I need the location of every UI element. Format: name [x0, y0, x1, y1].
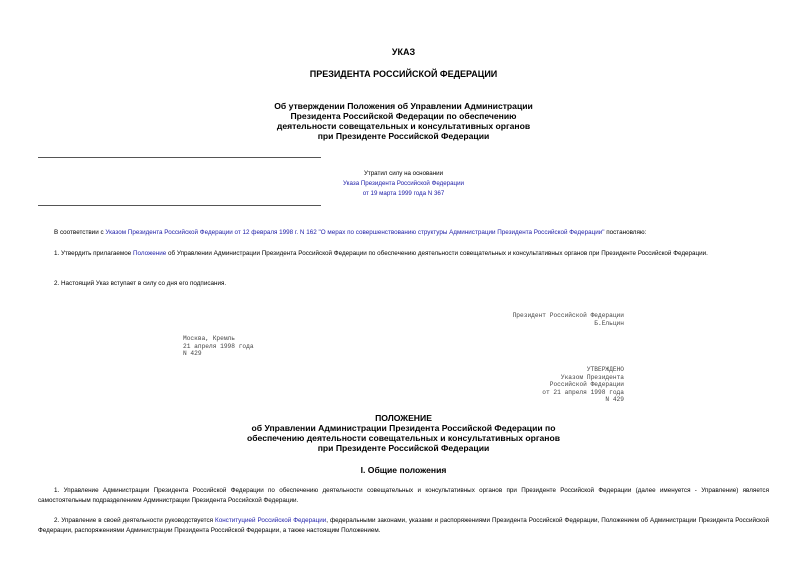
- item-1-prefix: 1. Утвердить прилагаемое: [54, 250, 133, 257]
- regulation-link[interactable]: Положение: [132, 250, 167, 257]
- regulation-subtitle-line: об Управлении Администрации Президента Российской Федерации по: [251, 423, 556, 433]
- item-1-suffix: об Управлении Администрации Президента Российской Федерации по обеспечению деятельности совещательных и консультативных органов при Президенте Российской Федерации.: [166, 250, 708, 257]
- document-title-line: при Президенте Российской Федерации: [317, 131, 490, 141]
- signature-name: Б.Ельцин: [594, 319, 624, 327]
- divider-bottom: [38, 205, 321, 206]
- signing-date: 21 апреля 1998 года: [183, 342, 254, 350]
- item-1-paragraph: [38, 249, 769, 259]
- approved-line: от 21 апреля 1998 года: [542, 388, 624, 396]
- preamble-prefix: В соответствии с: [54, 229, 106, 236]
- paragraph-2-suffix: , федеральными законами, указами и распоряжениями Президента Российской Федерации, Положением об Администрации Президента Российской Федерации, распоряжениями Администрации Президента Российской Федерации, а также настоящим Положением.: [38, 517, 769, 534]
- approved-block: [542, 366, 624, 404]
- approved-line: Российской Федерации: [549, 381, 624, 389]
- constitution-link[interactable]: Конституцией Российской Федерации: [215, 517, 327, 524]
- signature-position: Президент Российской Федерации: [512, 312, 624, 319]
- regulation-title: ПОЛОЖЕНИЕ: [375, 413, 432, 423]
- document-title-line: Президента Российской Федерации по обеспечению: [290, 111, 517, 121]
- decree-number: N 429: [183, 350, 202, 358]
- item-2-paragraph: 2. Настоящий Указ вступает в силу со дня его подписания.: [54, 280, 227, 287]
- preamble-suffix: постановляю:: [604, 229, 647, 236]
- signature-block: [513, 312, 624, 327]
- repeal-decree-date-link[interactable]: от 19 марта 1999 года N 367: [362, 190, 445, 197]
- repeal-decree-link[interactable]: Указа Президента Российской Федерации: [342, 180, 465, 187]
- regulation-subtitle: [0, 423, 807, 453]
- place-date-block: [183, 335, 254, 358]
- signing-place: Москва, Кремль: [183, 335, 235, 342]
- decree-title: УКАЗ: [391, 47, 416, 57]
- document-title-line: деятельности совещательных и консультативных органов: [276, 121, 531, 131]
- document-title-line: Об утверждении Положения об Управлении Администрации: [274, 101, 533, 111]
- preamble-paragraph: [38, 228, 769, 238]
- status-note: [0, 169, 807, 199]
- decree-subtitle: ПРЕЗИДЕНТА РОССИЙСКОЙ ФЕДЕРАЦИИ: [309, 69, 498, 79]
- divider-top: [38, 157, 321, 158]
- approved-line: N 429: [605, 396, 624, 404]
- paragraph-2-prefix: 2. Управление в своей деятельности руководствуется: [54, 517, 216, 524]
- regulation-paragraph-2: [38, 516, 769, 535]
- regulation-subtitle-line: при Президенте Российской Федерации: [317, 443, 490, 453]
- regulation-subtitle-line: обеспечению деятельности совещательных и консультативных органов: [246, 433, 560, 443]
- regulation-paragraph-1: 1. Управление Администрации Президента Российской Федерации по обеспечению деятельности совещательных и консультативных органов при Президенте Российской Федерации (далее именуется - Управление) является самостоятельным подразделением Администрации Президента Российской Федерации.: [38, 487, 769, 504]
- document-title: [0, 101, 807, 141]
- approved-line: УТВЕРЖДЕНО: [586, 366, 624, 373]
- approved-line: Указом Президента: [560, 373, 624, 381]
- basis-decree-link[interactable]: Указом Президента Российской Федерации от 12 февраля 1998 г. N 162 "О мерах по совершенствованию структуры Администрации Президента Российской Федерации": [105, 229, 605, 236]
- status-note-line: Утратил силу на основании: [363, 170, 444, 177]
- section-1-title: I. Общие положения: [360, 465, 447, 475]
